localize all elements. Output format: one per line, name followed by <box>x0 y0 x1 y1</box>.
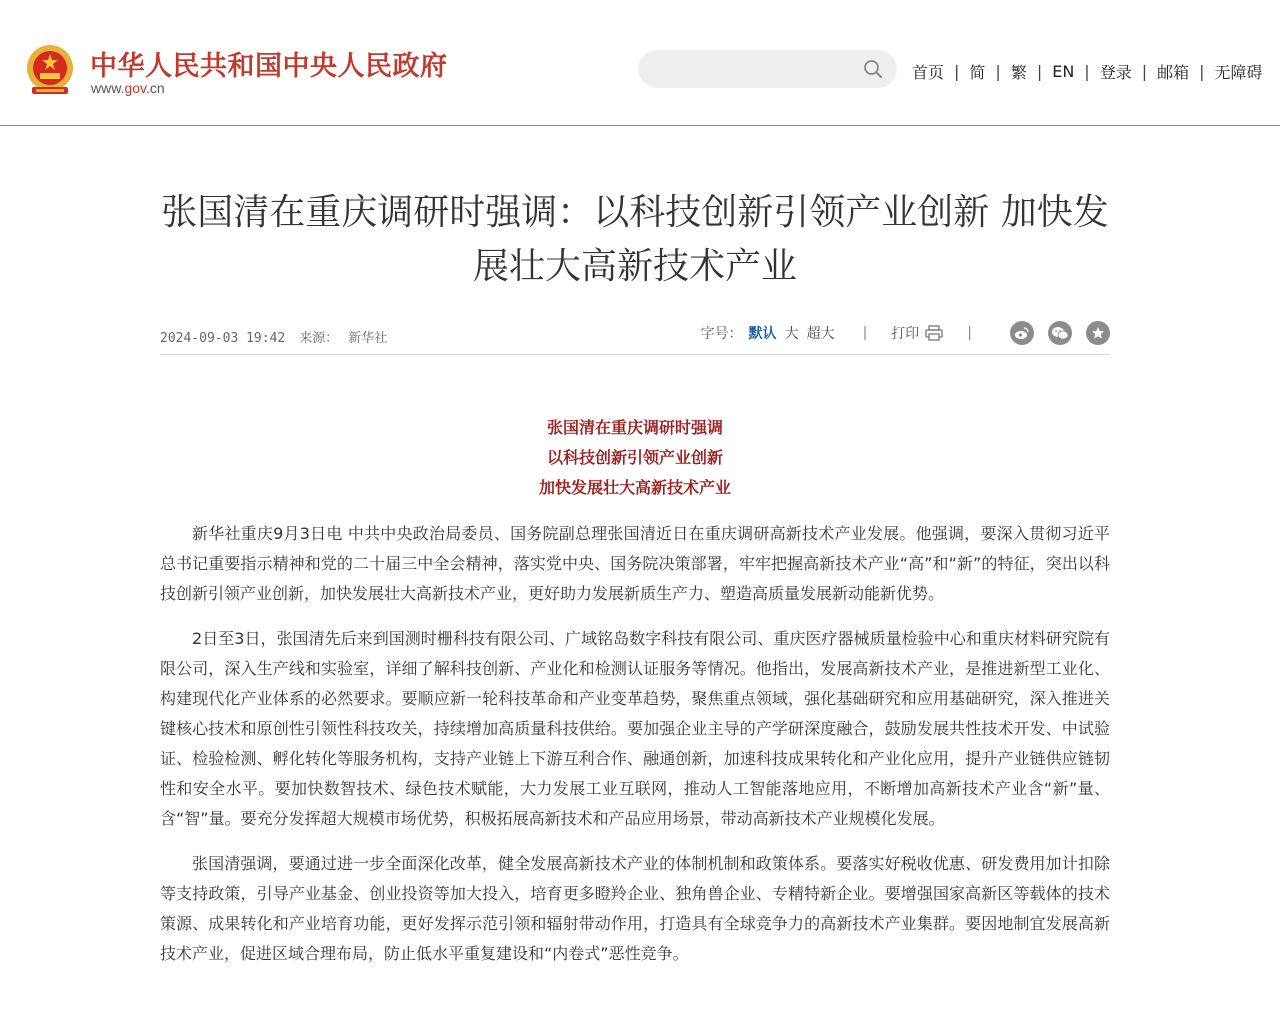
nav-mail[interactable]: 邮箱 <box>1157 62 1190 82</box>
nav-home[interactable]: 首页 <box>912 62 945 82</box>
article-lead <box>160 413 1110 503</box>
article-body <box>160 519 1110 984</box>
lead-line: 张国清在重庆调研时强调 <box>546 418 723 437</box>
tool-separator: | <box>862 325 868 341</box>
nav-separator: | <box>1036 61 1043 81</box>
national-emblem-icon[interactable] <box>24 43 76 97</box>
wechat-icon[interactable] <box>1048 321 1072 345</box>
nav-separator: | <box>1141 61 1148 81</box>
url-suffix: .cn <box>146 80 165 96</box>
font-size-large[interactable]: 大 <box>784 326 799 342</box>
article-paragraph: 新华社重庆9月3日电 中共中央政治局委员、国务院副总理张国清近日在重庆调研高新技术产业发展。他强调，要深入贯彻习近平总书记重要指示精神和党的二十届三中全会精神，落实党中央、国务院决策部署，牢牢把握高新技术产业“高”和“新”的特征，突出以科技创新引领产业创新，加快发展壮大高新技术产业，更好助力发展新质生产力、塑造高质量发展新动能新优势。 <box>160 524 1110 603</box>
nav-login[interactable]: 登录 <box>1099 62 1132 82</box>
weibo-icon[interactable] <box>1010 321 1034 345</box>
nav-accessibility[interactable]: 无障碍 <box>1214 62 1263 82</box>
url-prefix: www. <box>91 80 125 96</box>
font-size-label: 字号： <box>700 326 743 342</box>
source-label: 来源： <box>299 331 339 346</box>
print-button[interactable] <box>891 323 943 343</box>
article-meta <box>160 318 1110 355</box>
article-title: 张国清在重庆调研时强调：以科技创新引领产业创新 加快发展壮大高新技术产业 <box>161 192 1109 287</box>
article-info <box>160 327 387 346</box>
nav-separator: | <box>1199 61 1205 81</box>
article-tools <box>701 319 1110 347</box>
article-paragraph: 张国清强调，要通过进一步全面深化改革，健全发展高新技术产业的体制机制和政策体系。要落实好税收优惠、研发费用加计扣除等支持政策，引导产业基金、创业投资等加大投入，培育更多瞪羚企业、独角兽企业、专精特新企业。要增强国家高新区等载体的技术策源、成果转化和产业培育功能，更好发挥示范引领和辐射带动作用，打造具有全球竞争力的高新技术产业集群。要因地制宜发展高新技术产业，促进区域合理布局，防止低水平重复建设和“内卷式”恶性竞争。 <box>160 854 1110 963</box>
site-header <box>0 0 1280 126</box>
nav-separator: | <box>995 61 1001 81</box>
tool-separator: | <box>967 325 972 341</box>
favorite-icon[interactable] <box>1086 321 1110 345</box>
print-label: 打印 <box>891 326 920 342</box>
lead-line: 加快发展壮大高新技术产业 <box>538 478 731 497</box>
search-icon[interactable] <box>863 59 883 79</box>
nav-separator: | <box>1084 61 1090 81</box>
site-name[interactable]: 中华人民共和国中央人民政府 <box>90 51 448 82</box>
url-domain: gov <box>124 80 146 96</box>
search-input[interactable] <box>652 56 856 84</box>
nav-english[interactable]: EN <box>1052 61 1075 81</box>
site-url[interactable] <box>91 80 165 96</box>
nav-separator: | <box>954 61 960 81</box>
font-size-default[interactable]: 默认 <box>748 326 777 342</box>
source-name: 新华社 <box>348 331 388 346</box>
lead-line: 以科技创新引领产业创新 <box>546 448 723 467</box>
nav-simplified[interactable]: 简 <box>969 62 986 82</box>
printer-icon <box>925 325 943 341</box>
top-nav <box>912 60 1263 82</box>
search-box <box>638 50 897 88</box>
font-size-xlarge[interactable]: 超大 <box>806 326 835 342</box>
publish-date: 2024-09-03 19:42 <box>160 331 286 346</box>
article-paragraph: 2日至3日，张国清先后来到国测时栅科技有限公司、广域铭岛数字科技有限公司、重庆医疗器械质量检验中心和重庆材料研究院有限公司，深入生产线和实验室，详细了解科技创新、产业化和检测认证服务等情况。他指出，发展高新技术产业，是推进新型工业化、构建现代化产业体系的必然要求。要顺应新一轮科技革命和产业变革趋势，聚焦重点领域，强化基础研究和应用基础研究，深入推进关键核心技术和原创性引领性科技攻关，持续增加高质量科技供给。要加强企业主导的产学研深度融合，鼓励发展共性技术开发、中试验证、检验检测、孵化转化等服务机构，支持产业链上下游互利合作、融通创新，加速科技成果转化和产业化应用，提升产业链供应链韧性和安全水平。要加快数智技术、绿色技术赋能，大力发展工业互联网，推动人工智能落地应用，不断增加高新技术产业含“新”量、含“智”量。要充分发挥超大规模市场优势，积极拓展高新技术和产品应用场景，带动高新技术产业规模化发展。 <box>160 629 1110 828</box>
nav-traditional[interactable]: 繁 <box>1010 62 1027 82</box>
